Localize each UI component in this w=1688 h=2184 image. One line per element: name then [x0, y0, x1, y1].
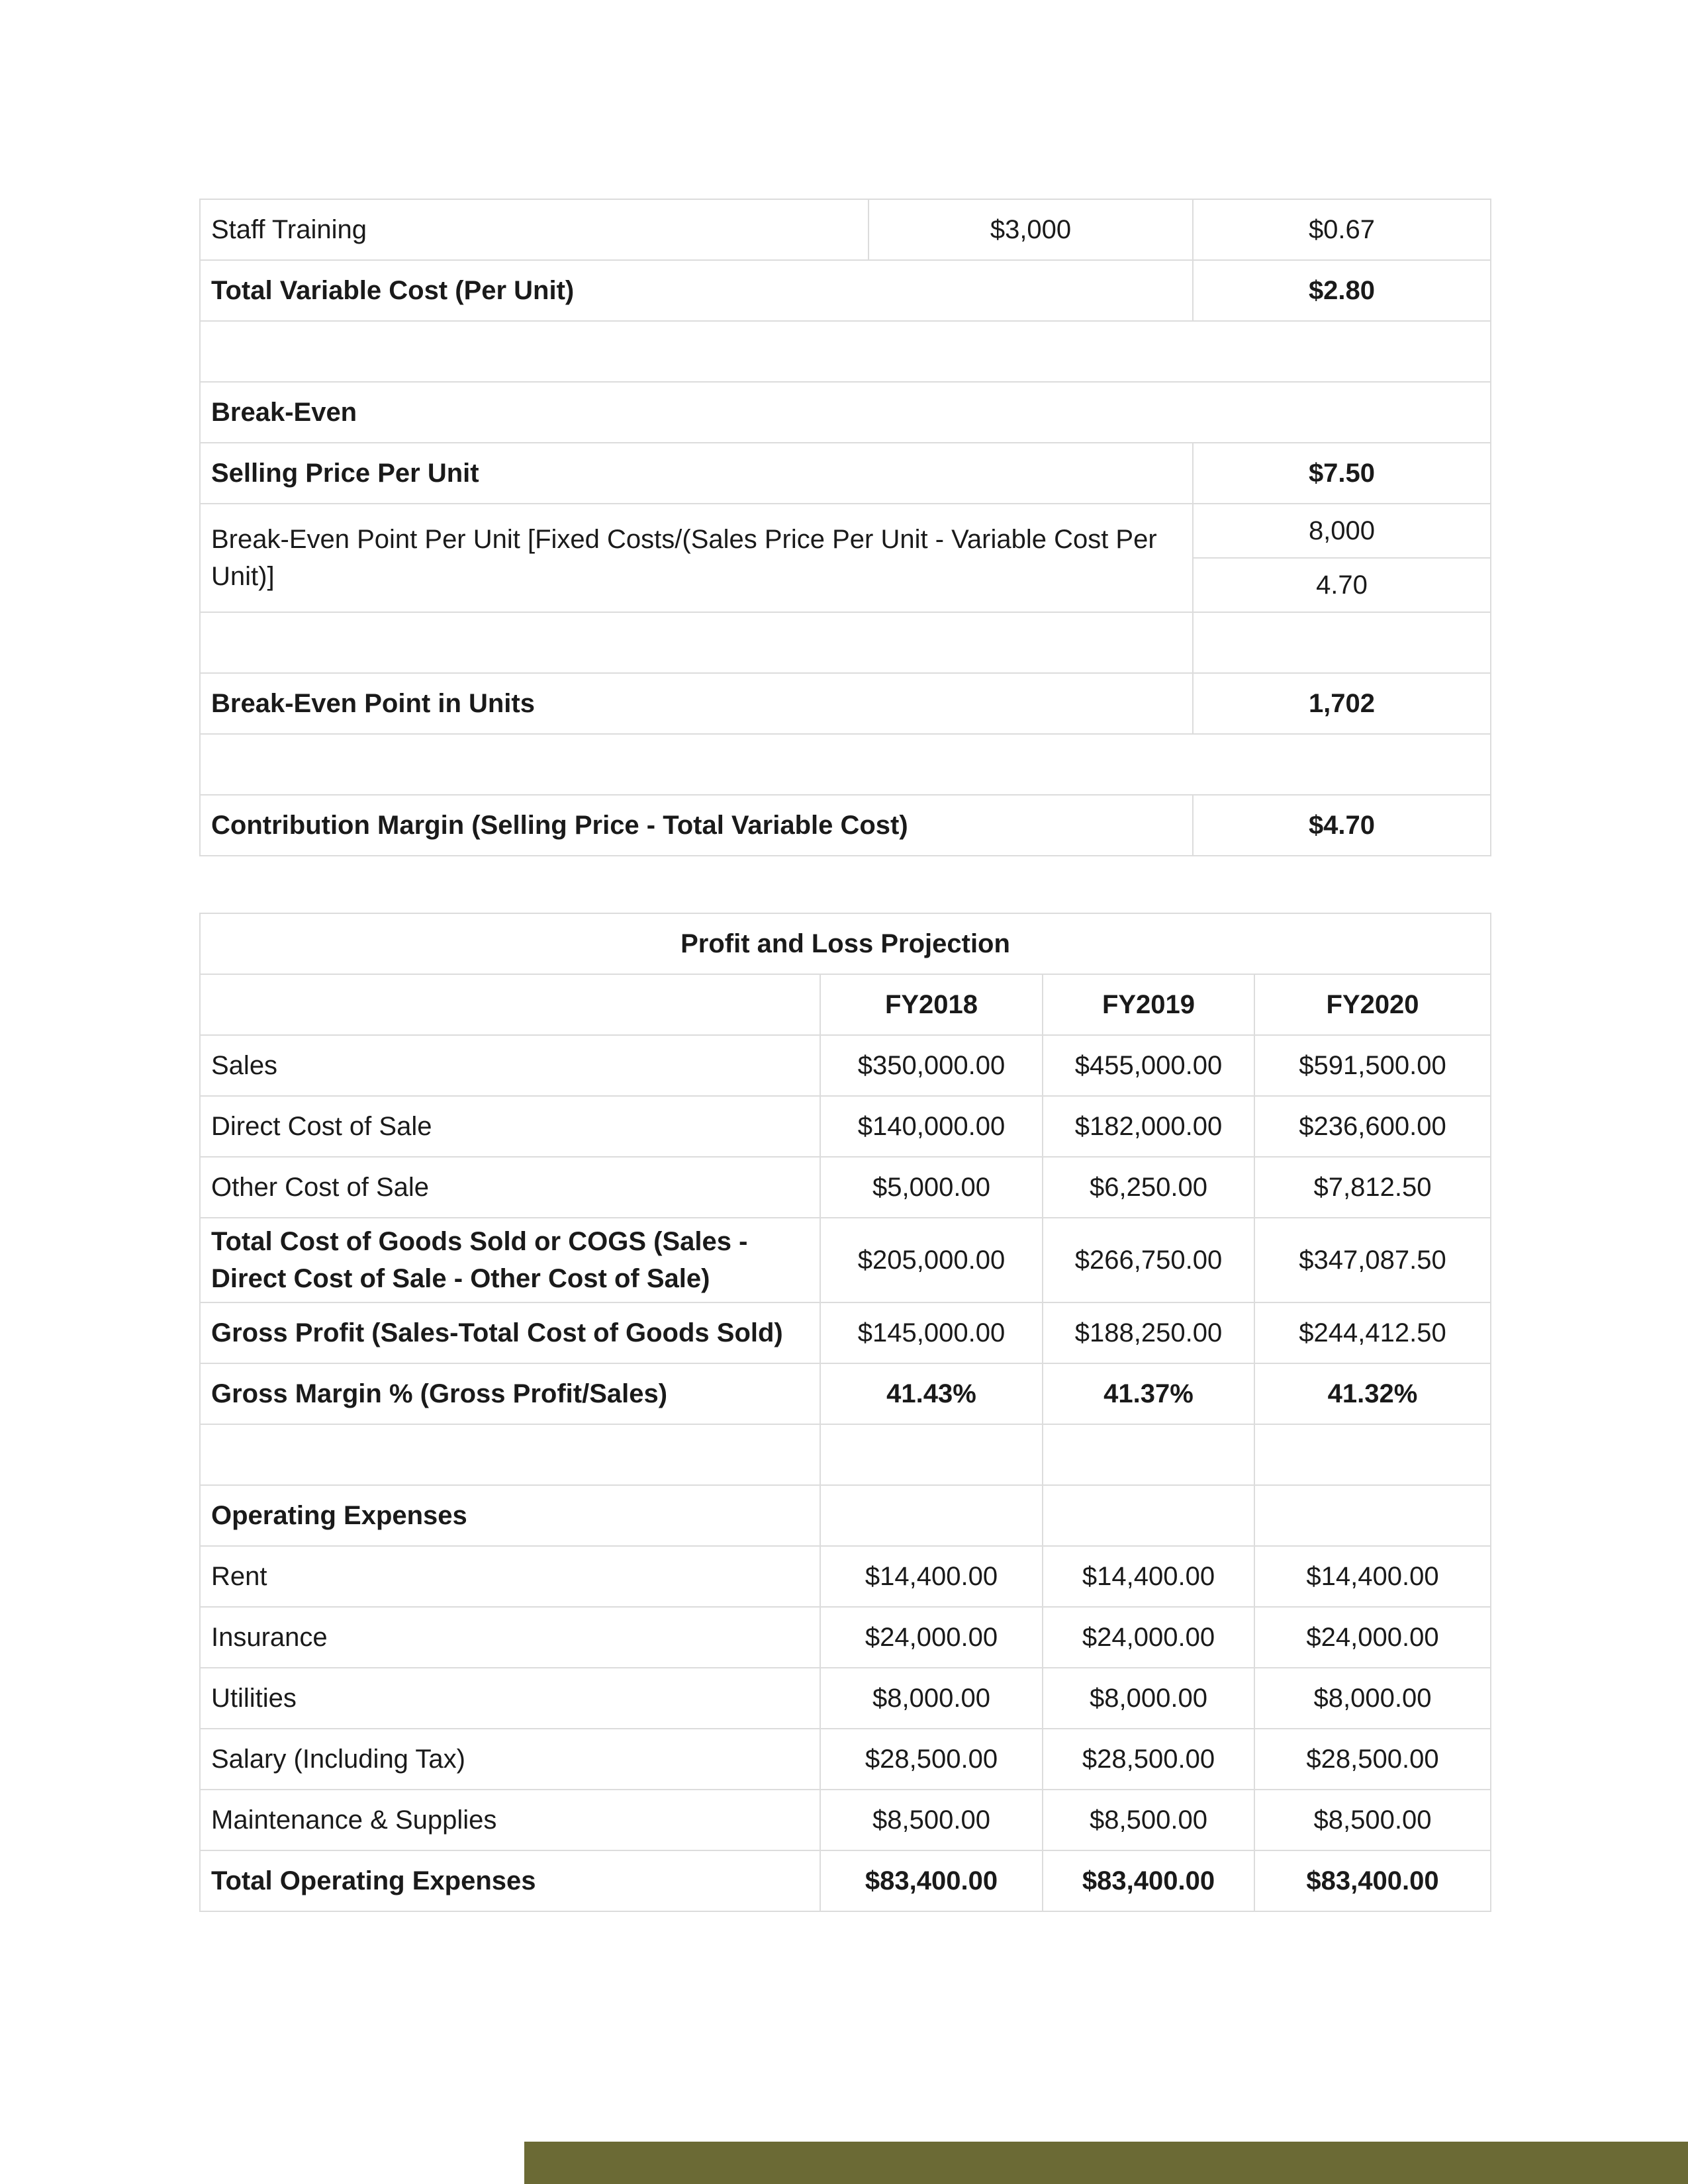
table-row — [200, 504, 1491, 558]
cell-value: $8,500.00 — [1254, 1790, 1491, 1850]
unit-margin-value: 4.70 — [1193, 558, 1491, 612]
row-label: Maintenance & Supplies — [200, 1790, 820, 1850]
table-row — [200, 1729, 1491, 1790]
cell-value: $266,750.00 — [1043, 1218, 1254, 1302]
cell-value: $145,000.00 — [820, 1302, 1043, 1363]
cell-value: 41.43% — [820, 1363, 1043, 1424]
table-row — [200, 673, 1491, 734]
table-row — [200, 913, 1491, 974]
cell-value: $455,000.00 — [1043, 1035, 1254, 1096]
contribution-margin-label: Contribution Margin (Selling Price - Total Variable Cost) — [200, 795, 1193, 856]
year-header: FY2019 — [1043, 974, 1254, 1035]
cell-value: $591,500.00 — [1254, 1035, 1491, 1096]
profit-loss-table — [199, 913, 1491, 1912]
total-variable-cost-value: $2.80 — [1193, 260, 1491, 321]
table-row — [200, 260, 1491, 321]
table-row — [200, 382, 1491, 443]
cell-value: $8,000.00 — [1043, 1668, 1254, 1729]
year-header: FY2020 — [1254, 974, 1491, 1035]
row-label: Rent — [200, 1546, 820, 1607]
cell-value: $83,400.00 — [1043, 1850, 1254, 1911]
table-row — [200, 1157, 1491, 1218]
cell-value: $182,000.00 — [1043, 1096, 1254, 1157]
blank-cell — [820, 1424, 1043, 1485]
breakeven-units-label: Break-Even Point in Units — [200, 673, 1193, 734]
blank-row — [200, 734, 1491, 795]
table-row — [200, 1302, 1491, 1363]
blank-cell — [200, 974, 820, 1035]
fixed-costs-value: 8,000 — [1193, 504, 1491, 558]
cell-value: $14,400.00 — [1043, 1546, 1254, 1607]
blank-cell — [1254, 1424, 1491, 1485]
blank-cell — [1254, 1485, 1491, 1546]
cell-value: $8,500.00 — [1043, 1790, 1254, 1850]
cell-value: $8,500.00 — [820, 1790, 1043, 1850]
table-row — [200, 1363, 1491, 1424]
cell-value: $350,000.00 — [820, 1035, 1043, 1096]
cell-value: $236,600.00 — [1254, 1096, 1491, 1157]
row-label: Insurance — [200, 1607, 820, 1668]
cell-value: $188,250.00 — [1043, 1302, 1254, 1363]
total-row — [200, 1850, 1491, 1911]
cell-value: $8,000.00 — [820, 1668, 1043, 1729]
row-label: Gross Margin % (Gross Profit/Sales) — [200, 1363, 820, 1424]
cell-value: $6,250.00 — [1043, 1157, 1254, 1218]
cell-value: $24,000.00 — [1254, 1607, 1491, 1668]
staff-training-per-unit: $0.67 — [1193, 199, 1491, 260]
staff-training-amount: $3,000 — [868, 199, 1193, 260]
blank-cell — [1193, 612, 1491, 673]
breakeven-section-title: Break-Even — [200, 382, 1491, 443]
row-label: Sales — [200, 1035, 820, 1096]
row-label: Gross Profit (Sales-Total Cost of Goods Sold) — [200, 1302, 820, 1363]
breakeven-table — [199, 199, 1491, 856]
opex-section-title: Operating Expenses — [200, 1485, 820, 1546]
table-row — [200, 1035, 1491, 1096]
table-row — [200, 1485, 1491, 1546]
table-row — [200, 1096, 1491, 1157]
total-variable-cost-label: Total Variable Cost (Per Unit) — [200, 260, 1193, 321]
cell-value: $140,000.00 — [820, 1096, 1043, 1157]
cell-value: $244,412.50 — [1254, 1302, 1491, 1363]
cell-value: $8,000.00 — [1254, 1668, 1491, 1729]
cell-value: $83,400.00 — [1254, 1850, 1491, 1911]
breakeven-units-value: 1,702 — [1193, 673, 1491, 734]
table-row — [200, 1546, 1491, 1607]
cell-value: 41.37% — [1043, 1363, 1254, 1424]
cell-value: $205,000.00 — [820, 1218, 1043, 1302]
footer-bar — [524, 2142, 1688, 2184]
table-row — [200, 1218, 1491, 1302]
blank-cell — [820, 1485, 1043, 1546]
blank-cell — [200, 734, 1491, 795]
row-label: Utilities — [200, 1668, 820, 1729]
cell-value: $28,500.00 — [820, 1729, 1043, 1790]
cell-value: $14,400.00 — [1254, 1546, 1491, 1607]
row-label: Other Cost of Sale — [200, 1157, 820, 1218]
contribution-margin-value: $4.70 — [1193, 795, 1491, 856]
cell-value: 41.32% — [1254, 1363, 1491, 1424]
table-row — [200, 1607, 1491, 1668]
breakeven-formula-label: Break-Even Point Per Unit [Fixed Costs/(Sales Price Per Unit - Variable Cost Per Unit)] — [200, 504, 1193, 612]
cell-value: $5,000.00 — [820, 1157, 1043, 1218]
table-row — [200, 1790, 1491, 1850]
cell-value: $24,000.00 — [1043, 1607, 1254, 1668]
blank-cell — [200, 612, 1193, 673]
blank-cell — [1043, 1424, 1254, 1485]
table-row — [200, 443, 1491, 504]
cell-value: $28,500.00 — [1254, 1729, 1491, 1790]
cell-value: $83,400.00 — [820, 1850, 1043, 1911]
selling-price-label: Selling Price Per Unit — [200, 443, 1193, 504]
table-row — [200, 1668, 1491, 1729]
selling-price-value: $7.50 — [1193, 443, 1491, 504]
row-label: Direct Cost of Sale — [200, 1096, 820, 1157]
blank-row — [200, 321, 1491, 382]
blank-cell — [1043, 1485, 1254, 1546]
table-row — [200, 199, 1491, 260]
cell-value: $28,500.00 — [1043, 1729, 1254, 1790]
blank-row — [200, 612, 1491, 673]
blank-cell — [200, 321, 1491, 382]
cell-value: $347,087.50 — [1254, 1218, 1491, 1302]
pnl-title: Profit and Loss Projection — [200, 913, 1491, 974]
year-header-row — [200, 974, 1491, 1035]
staff-training-label: Staff Training — [200, 199, 868, 260]
table-row — [200, 795, 1491, 856]
row-label: Total Cost of Goods Sold or COGS (Sales - Direct Cost of Sale - Other Cost of Sale) — [200, 1218, 820, 1302]
row-label: Total Operating Expenses — [200, 1850, 820, 1911]
blank-cell — [200, 1424, 820, 1485]
cell-value: $14,400.00 — [820, 1546, 1043, 1607]
cell-value: $24,000.00 — [820, 1607, 1043, 1668]
cell-value: $7,812.50 — [1254, 1157, 1491, 1218]
row-label: Salary (Including Tax) — [200, 1729, 820, 1790]
year-header: FY2018 — [820, 974, 1043, 1035]
blank-row — [200, 1424, 1491, 1485]
